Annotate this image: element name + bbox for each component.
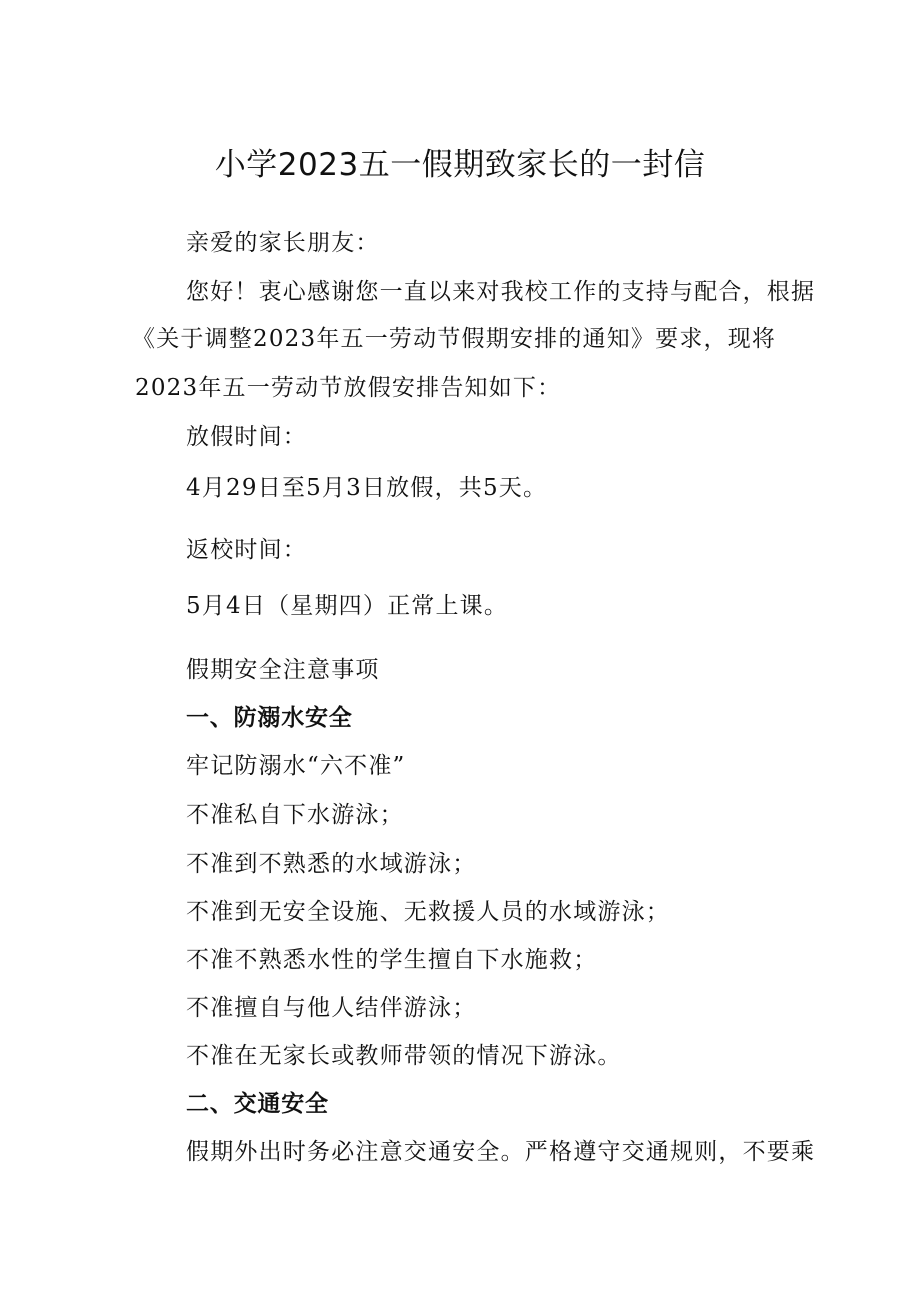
section-1-lead: 牢记防溺水“六不准”	[186, 753, 406, 779]
rule-item: 不准擅自与他人结伴游泳；	[186, 995, 477, 1021]
rule-item: 不准不熟悉水性的学生擅自下水施救；	[186, 947, 598, 973]
rule-item: 不准私自下水游泳；	[186, 802, 404, 828]
holiday-text: 4月29日至5月3日放假，共5天。	[186, 475, 548, 501]
return-label: 返校时间：	[186, 537, 307, 563]
section-1-heading: 一、防溺水安全	[186, 705, 353, 731]
return-text: 5月4日（星期四）正常上课。	[186, 593, 509, 619]
safety-heading: 假期安全注意事项	[186, 657, 380, 683]
holiday-label: 放假时间：	[186, 424, 307, 450]
intro-line-2: 《关于调整2023年五一劳动节假期安排的通知》要求，现将	[132, 326, 777, 352]
page-title: 小学2023五一假期致家长的一封信	[214, 147, 706, 183]
section-2-text: 假期外出时务必注意交通安全。严格遵守交通规则，不要乘	[186, 1139, 816, 1165]
section-2-heading: 二、交通安全	[186, 1091, 329, 1117]
rule-item: 不准到不熟悉的水域游泳；	[186, 851, 477, 877]
intro-line-3: 2023年五一劳动节放假安排告知如下：	[135, 375, 562, 401]
rule-item: 不准在无家长或教师带领的情况下游泳。	[186, 1043, 622, 1069]
intro-line-1: 您好！衷心感谢您一直以来对我校工作的支持与配合，根据	[186, 279, 816, 305]
greeting: 亲爱的家长朋友：	[186, 230, 380, 256]
rule-item: 不准到无安全设施、无救援人员的水域游泳；	[186, 899, 670, 925]
